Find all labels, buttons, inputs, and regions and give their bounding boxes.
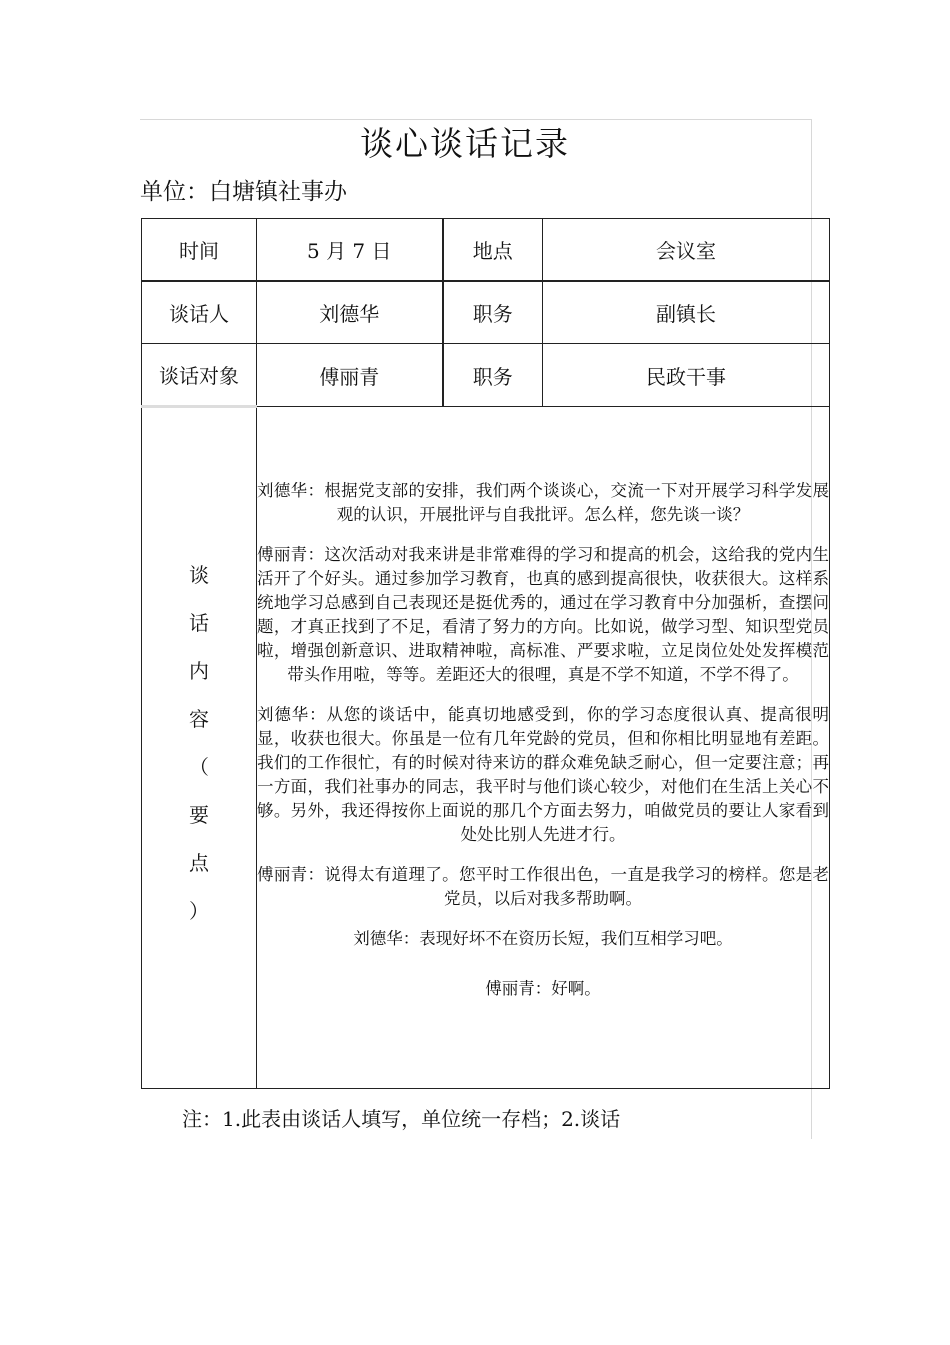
target-label: 谈话对象 <box>142 344 257 407</box>
talker-position-label: 职务 <box>443 281 543 344</box>
unit-line: 单位：白塘镇社事办 <box>140 179 347 205</box>
content-label-char: 要 <box>189 803 209 827</box>
target-position-value: 民政干事 <box>543 344 830 407</box>
time-value: 5 月 7 日 <box>257 219 443 282</box>
row-time <box>142 219 830 282</box>
talker-value: 刘德华 <box>257 281 443 344</box>
content-label-char: 点 <box>189 851 209 875</box>
record-table <box>141 218 830 1089</box>
dialogue-paragraph: 傅丽青：这次活动对我来讲是非常难得的学习和提高的机会，这给我的党内生活开了个好头。通过参加学习教育，也真的感到提高很快，收获很大。这样系统地学习总感到自己表现还是挺优秀的，通过在学习教育中分加强析，查摆问题，才真正找到了不足，看清了努力的方向。比如说，做学习型、知识型党员啦，增强创新意识、进取精神啦，高标准、严要求啦，立足岗位处处发挥模范带头作用啦，等等。差距还大的很哩，真是不学不知道，不学不得了。 <box>257 544 829 684</box>
talker-label: 谈话人 <box>142 281 257 344</box>
dialogue-paragraph: 刘德华：根据党支部的安排，我们两个谈谈心，交流一下对开展学习科学发展观的认识，开展批评与自我批评。怎么样，您先谈一谈？ <box>257 480 829 524</box>
content-label-char: ） <box>189 899 209 923</box>
time-label: 时间 <box>142 219 257 282</box>
content-label <box>142 407 257 1089</box>
place-value: 会议室 <box>543 219 830 282</box>
content-label-char: 内 <box>189 659 209 683</box>
dialogue-paragraph: 刘德华：从您的谈话中，能真切地感受到，你的学习态度很认真、提高很明显，收获也很大。你虽是一位有几年党龄的党员，但和你相比明显地有差距。我们的工作很忙，有的时候对待来访的群众难免缺乏耐心，但一定要注意；再一方面，我们社事办的同志，我平时与他们谈心较少，对他们在生活上关心不够。另外，我还得按你上面说的那几个方面去努力，咱做党员的要让人家看到处处比别人先进才行。 <box>257 704 829 844</box>
talker-position-value: 副镇长 <box>543 281 830 344</box>
row-talker <box>142 281 830 344</box>
content-label-char: （ <box>189 755 209 779</box>
conversation-content <box>257 407 830 1089</box>
dialogue-paragraph: 傅丽青：好啊。 <box>485 978 601 998</box>
target-value: 傅丽青 <box>257 344 443 407</box>
document-title: 谈心谈话记录 <box>360 124 570 163</box>
content-label-char: 谈 <box>189 563 209 587</box>
page-frame-top <box>140 119 812 120</box>
target-position-label: 职务 <box>443 344 543 407</box>
content-label-char: 话 <box>189 611 209 635</box>
footnote: 注：1.此表由谈话人填写，单位统一存档；2.谈话 <box>182 1107 621 1131</box>
content-label-char: 容 <box>189 707 209 731</box>
row-target <box>142 344 830 407</box>
dialogue-paragraph: 刘德华：表现好坏不在资历长短，我们互相学习吧。 <box>353 928 733 948</box>
place-label: 地点 <box>443 219 543 282</box>
dialogue-paragraph: 傅丽青：说得太有道理了。您平时工作很出色，一直是我学习的榜样。您是老党员，以后对我多帮助啊。 <box>257 864 829 908</box>
row-content <box>142 407 830 1089</box>
